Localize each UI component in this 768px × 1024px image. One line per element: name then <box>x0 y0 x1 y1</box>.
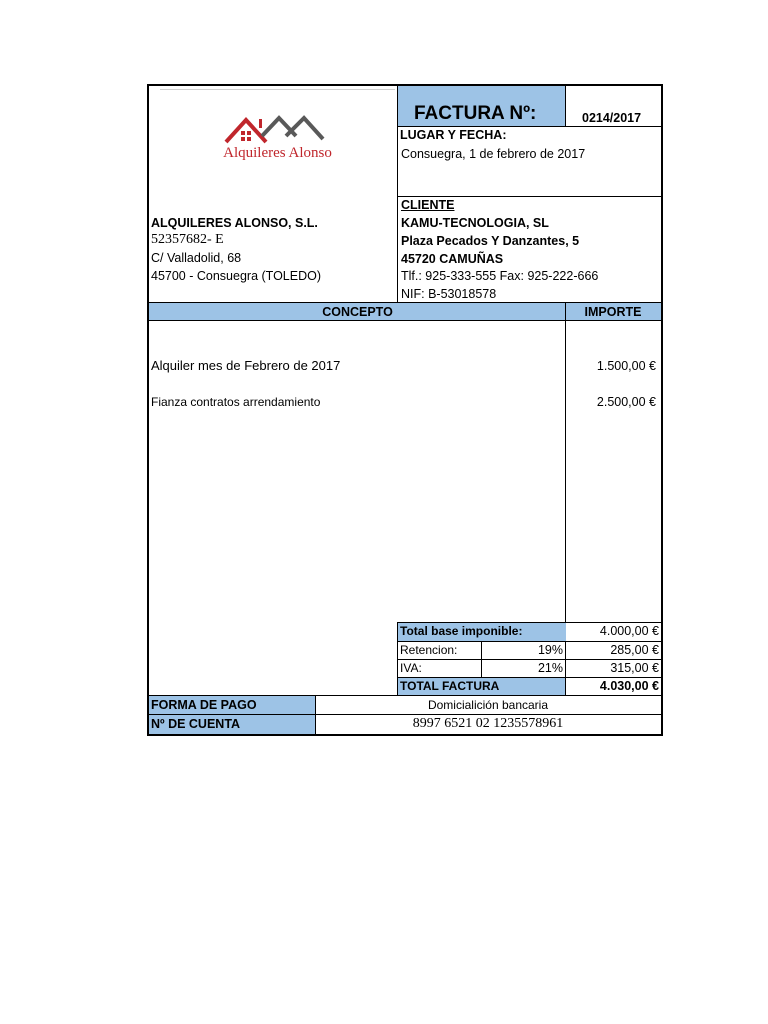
concept-header: CONCEPTO <box>322 305 393 319</box>
right-column-border <box>397 126 398 302</box>
place-date: Consuegra, 1 de febrero de 2017 <box>401 147 586 161</box>
logo-top-rule <box>160 89 395 90</box>
line-item-amount: 1.500,00 € <box>596 359 656 373</box>
iva-value: 315,00 € <box>610 661 659 675</box>
company-address: C/ Valladolid, 68 <box>151 251 242 265</box>
iva-pct: 21% <box>537 661 563 675</box>
company-city: 45700 - Consuegra (TOLEDO) <box>151 269 321 283</box>
house-roofs-logo-icon <box>224 114 328 146</box>
client-name: KAMU-TECNOLOGIA, SL <box>401 216 549 230</box>
retention-pct: 19% <box>537 643 563 657</box>
total-label: TOTAL FACTURA <box>400 679 500 693</box>
client-address: Plaza Pecados Y Danzantes, 5 <box>401 234 580 248</box>
client-nif: NIF: B-53018578 <box>401 287 497 301</box>
base-value: 4.000,00 € <box>599 624 659 638</box>
invoice-title: FACTURA Nº: <box>414 103 537 124</box>
account-number: 8997 6521 02 1235578961 <box>412 716 564 731</box>
amount-header: IMPORTE <box>584 305 642 319</box>
payment-method-label: FORMA DE PAGO <box>151 698 257 712</box>
account-label: Nº DE CUENTA <box>151 717 241 731</box>
retention-value: 285,00 € <box>610 643 659 657</box>
company-logo-text: Alquileres Alonso <box>223 145 332 161</box>
base-label: Total base imponible: <box>400 624 523 638</box>
iva-label: IVA: <box>400 661 422 675</box>
line-item-amount: 2.500,00 € <box>596 395 656 409</box>
client-city: 45720 CAMUÑAS <box>401 252 504 266</box>
place-date-label: LUGAR Y FECHA: <box>400 128 507 142</box>
company-name: ALQUILERES ALONSO, S.L. <box>151 216 318 230</box>
invoice-number: 0214/2017 <box>582 111 642 125</box>
company-id: 52357682- E <box>151 232 224 247</box>
total-value: 4.030,00 € <box>599 679 659 693</box>
payment-method: Domicialición bancaria <box>427 698 549 712</box>
client-phone: Tlf.: 925-333-555 Fax: 925-222-666 <box>401 269 599 283</box>
client-label: CLIENTE <box>401 198 455 212</box>
line-item-concept: Fianza contratos arrendamiento <box>151 395 321 409</box>
line-item-concept: Alquiler mes de Febrero de 2017 <box>151 358 341 373</box>
retention-label: Retencion: <box>400 643 458 657</box>
